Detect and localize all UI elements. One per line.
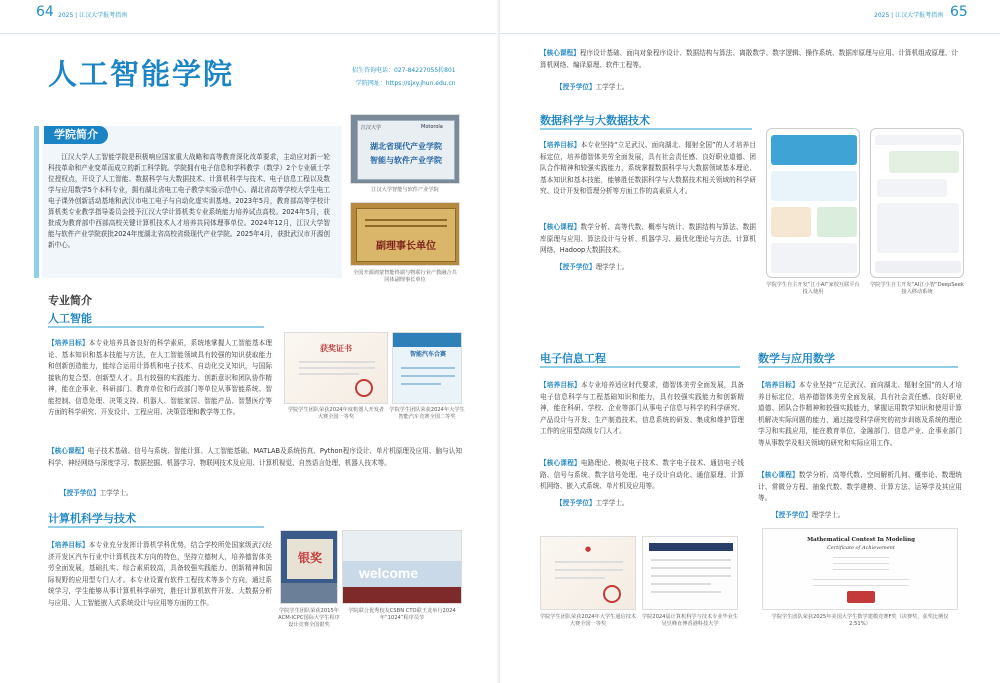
intro-accent-bar bbox=[34, 126, 39, 278]
cs-title: 计算机科学与技术 bbox=[48, 512, 136, 525]
ds-title: 数据科学与大数据技术 bbox=[540, 114, 650, 127]
cs-course-label: 【核心课程】 bbox=[540, 49, 580, 57]
plaque-photo-top bbox=[350, 114, 460, 184]
cs-course-text: 程序设计基础、面向对象程序设计、数据结构与算法、离散数学、数字逻辑、操作系统、数据库原理与应用、计算机组成原理、计算机网络、编译原理、软件工程等。 bbox=[540, 49, 959, 69]
ee-course-text: 电路理论、模拟电子技术、数字电子技术、通信电子线路、信号与系统、数字信号处理、电子设计自动化、通信原理、计算机网络、嵌入式系统、单片机及应用等。 bbox=[540, 459, 745, 490]
plaque-partner-text: Motorola bbox=[421, 124, 443, 130]
ee-degree-text: 工学学士。 bbox=[595, 499, 629, 507]
cs-photo1-caption: 学院学生团队荣获2015年ACM-ICPC国际大学生程序设计竞赛全国银奖 bbox=[278, 608, 340, 628]
ai-course-label: 【核心课程】 bbox=[48, 447, 88, 455]
ee-title: 电子信息工程 bbox=[540, 352, 606, 365]
math-course-text: 数学分析、高等代数、空间解析几何、概率论、数理统计、常微分方程、抽象代数、数学建模、计算方法、运筹学及其应用等。 bbox=[758, 471, 963, 502]
left-page-number: 64 bbox=[36, 4, 54, 20]
math-goal bbox=[758, 380, 962, 449]
math-title-underline bbox=[758, 366, 958, 368]
math-cert bbox=[762, 528, 958, 610]
cs-photo2-caption: 学院联合优秀校友CSBN CTO联王龙举行2024年“1024”程序员节 bbox=[348, 608, 456, 621]
ee-course bbox=[540, 458, 744, 493]
ds-phone2-caption: 学院学生自主开发“AI江小智”DeepSeek接入移动系统 bbox=[870, 282, 964, 295]
right-page bbox=[500, 0, 1000, 683]
ds-phone2 bbox=[870, 128, 964, 278]
ee-course-label: 【核心课程】 bbox=[540, 459, 581, 467]
intro-text: 江汉大学人工智能学院是积极响应国家重大战略和高等教育深化改革要求，主动应对新一轮科技革命和产业变革而成立的新工科学院。学院拥有电子信息和学科教学（数学）2个专业硕士学位授权点，开设了人工智能、数据科学与大数据技术、计算机科学与技术、电子信息工程以及数学与应用数学5个本科专业，拥有湖北省电工电子教学实验示范中心、湖北省高等学校大学生电工电子课外创新活动基地和武汉市电工电子与自动化虚实训基地。2023年5月，教育部高等学校计算机类专业教学指导委员会授予江汉大学计算机类专业系统能力培养试点高校。2024年5月，获批成为教育部中西部高校关键计算机技术人才培养共同体理事单位。2024年12月，江汉大学智能与软件产业学院获批2024年度湖北省高校省级现代产业学院。2025年4月，获批武汉市开源创新中心。 bbox=[48, 153, 330, 249]
ai-cert1-caption: 学院学生团队荣获2024年度机器人开发者大赛全国一等奖 bbox=[287, 407, 385, 420]
left-header bbox=[0, 0, 500, 34]
ds-phone1-caption: 学院学生自主开发“江小AI”家校互联平台投入使用 bbox=[766, 282, 860, 295]
math-goal-label: 【培养目标】 bbox=[758, 381, 799, 389]
cs-photo2-text: welcome bbox=[359, 565, 419, 581]
ai-cert2-caption: 学院学生团队荣获2024年大学生智能汽车竞赛全国二等奖 bbox=[389, 407, 465, 420]
ee-degree bbox=[556, 498, 736, 510]
cs-goal bbox=[48, 540, 272, 609]
math-goal-text: 本专业坚持“立足武汉、面向湖北、辐射全国”的人才培养目标定位，培养德智体美劳全面发展，具有社会责任感、良好职业道德、团队合作精神和较强实践能力，掌握运用数学知识和使用计算机解决实际问题的能力，通过接受科学研究的初步训练及系统的理论学习和实践应用，能在教育单位、金融部门、信息产业、企事业部门等从事数学及相关领域的研究和实际应用工作。 bbox=[758, 381, 962, 447]
ee-cert2-caption: 学院2024届计算机科学与技术专业毕业生吴昱峰直博香港科技大学 bbox=[641, 614, 739, 627]
ds-title-underline bbox=[540, 128, 752, 130]
cs-photo1 bbox=[280, 530, 338, 604]
ds-degree-text: 理学学士。 bbox=[595, 263, 629, 271]
plaque-logo-text: 江汉大学 bbox=[361, 125, 382, 131]
math-degree bbox=[772, 510, 952, 522]
ee-cert2 bbox=[642, 536, 738, 610]
plaque-caption-top: 江汉大学智能与软件产业学院 bbox=[371, 187, 439, 193]
ds-course-text: 数学分析、高等代数、概率与统计、数据结构与算法、数据库原理与应用、算法设计与分析、机器学习、最优化理论与方法、计算机网络、Hadoop大数据技术。 bbox=[540, 223, 756, 254]
ds-course bbox=[540, 222, 756, 257]
ee-cert1-caption: 学院学生团队荣获2024年大学生通信技术大赛全国一等奖 bbox=[539, 614, 637, 627]
plaque-photo-bottom bbox=[350, 202, 460, 266]
college-website: 学院网址：https://sjxy.jhun.edu.cn bbox=[355, 80, 456, 87]
ee-goal bbox=[540, 380, 744, 438]
intro-tab: 学院简介 bbox=[44, 126, 108, 144]
ee-goal-text: 本专业培养适应时代要求，德智体美劳全面发展，具备电子信息科学与工程基础知识和能力，具有较强实践能力和创新精神，能在科研、学校、企业等部门从事电子信息与科学的科学研究、产品设计与开发、生产制造技术、信息系统的研发、集成和维护管理工作的应用型高级专门人才。 bbox=[540, 381, 745, 435]
ai-title-underline bbox=[48, 326, 264, 328]
ee-cert1: ● bbox=[540, 536, 636, 610]
cs-photo1-badge: 银奖 bbox=[297, 551, 322, 565]
cs-degree bbox=[556, 82, 756, 94]
cs-goal-label: 【培养目标】 bbox=[48, 541, 89, 549]
college-phone: 招生咨询电话：027-84227055转801 bbox=[352, 67, 456, 74]
ds-degree-label: 【授予学位】 bbox=[556, 263, 596, 271]
majors-heading: 专业简介 bbox=[48, 294, 92, 307]
plaque-line2: 智能与软件产业学院 bbox=[370, 156, 442, 165]
math-course-label: 【核心课程】 bbox=[758, 471, 799, 479]
ds-goal bbox=[540, 140, 756, 198]
plaque-line1: 湖北省现代产业学院 bbox=[370, 142, 442, 151]
ee-title-underline bbox=[540, 366, 740, 368]
math-cert-subtitle: Certificate of Achievement bbox=[827, 545, 895, 551]
ds-goal-label: 【培养目标】 bbox=[540, 141, 581, 149]
right-page-number: 65 bbox=[950, 4, 968, 20]
ai-cert2 bbox=[392, 332, 462, 404]
cs-degree-label: 【授予学位】 bbox=[556, 83, 596, 91]
math-cert-caption: 学院学生团队荣获2025年美国大学生数学建模竞赛F奖（决赛奖，获奖比例仅2.51%） bbox=[771, 614, 949, 627]
math-degree-text: 理学学士。 bbox=[811, 511, 845, 519]
math-title: 数学与应用数学 bbox=[758, 352, 835, 365]
ds-goal-text: 本专业坚持“立足武汉、面向湖北、辐射全国”的人才培养目标定位，培养德智体美劳全面发展，具有社会责任感、良好职业道德、团队合作精神和较强实践能力，系统掌握数据科学与大数据领域基本理论、基本知识和基本技能，能够胜任数据科学与大数据技术相关领域的科学研究、设计开发和管理分析等方面工作的高素质人才。 bbox=[540, 141, 756, 195]
ee-degree-label: 【授予学位】 bbox=[556, 499, 596, 507]
ds-degree bbox=[556, 262, 756, 274]
ds-phone1 bbox=[766, 128, 860, 278]
ai-degree-text: 工学学士。 bbox=[99, 489, 133, 497]
ai-title: 人工智能 bbox=[48, 312, 92, 325]
college-title: 人工智能学院 bbox=[48, 57, 235, 91]
left-page-title: 2025 | 江汉大学报考指南 bbox=[58, 12, 128, 19]
math-cert-title: Mathematical Contest In Modeling bbox=[807, 537, 915, 543]
cs-degree-text: 工学学士。 bbox=[595, 83, 629, 91]
cs-course bbox=[540, 48, 958, 71]
ai-goal-text: 本专业培养具备良好的科学素质，系统地掌握人工智能基本理论、基本知识和基本技能与方法，在人工智能领域具有较强的知识获取能力和创新创造能力，能综合运用计算机和电子技术、自动化交叉知识，与国际接轨的复合型、创新型人才。具有较强的实践能力、创新意识和团队协作精神，能在企事业、科研部门、教育单位和行政部门等单位从事智能系统、智能控制、信息处理、决策支持、机器人、智能家居、智能产品、智慧医疗等方面的科学研究、开发设计、工程应用、决策管理和教学等工作。 bbox=[48, 339, 273, 416]
cs-photo2 bbox=[342, 530, 462, 604]
ai-cert1-title: 获奖证书 bbox=[320, 344, 352, 353]
cs-goal-text: 本专业充分发挥计算机学科优势，结合学校所处国家级武汉经济开发区汽车行业中计算机技术方向的特色，坚持立德树人，培养德智体美劳全面发展，基础扎实、综合素质较高，具备较强实践能力、创新精神和国际视野的应用型专门人才。本专业设置有软件工程技术等多个方向，通过系统学习，学生能够从事计算机科学研究，胜任计算机软件开发、大数据分析与应用、人工智能嵌入式系统设计与应用等方面的工作。 bbox=[48, 541, 273, 607]
plaque-caption-bottom: 全国开源鸿蒙智能终端与物联行业产教融合共同体副理事长单位 bbox=[353, 270, 457, 283]
ds-course-label: 【核心课程】 bbox=[540, 223, 581, 231]
ai-course bbox=[48, 446, 462, 469]
plaque-bottom-text: 副理事长单位 bbox=[376, 241, 436, 252]
ai-course-text: 电子技术基础、信号与系统、智能计算、人工智能基础、MATLAB及系统仿真、Python程序设计、单片机原理及应用、脑与认知科学、神经网络与深度学习、数据挖掘、机器学习、物联网技术及应用、计算机视觉、自然语言处理、机器人技术等。 bbox=[48, 447, 463, 467]
right-header bbox=[500, 0, 1000, 34]
ai-goal-label: 【培养目标】 bbox=[48, 339, 89, 347]
ai-degree bbox=[60, 488, 260, 500]
right-page-title: 2025 | 江汉大学报考指南 bbox=[874, 12, 944, 19]
ai-goal bbox=[48, 338, 272, 419]
ai-degree-label: 【授予学位】 bbox=[60, 489, 100, 497]
ai-cert1 bbox=[284, 332, 388, 404]
cs-title-underline bbox=[48, 526, 264, 528]
ai-cert2-title: 智能汽车合赛 bbox=[409, 351, 446, 358]
college-contact bbox=[352, 64, 456, 90]
math-degree-label: 【授予学位】 bbox=[772, 511, 812, 519]
ee-goal-label: 【培养目标】 bbox=[540, 381, 581, 389]
math-course bbox=[758, 470, 962, 505]
